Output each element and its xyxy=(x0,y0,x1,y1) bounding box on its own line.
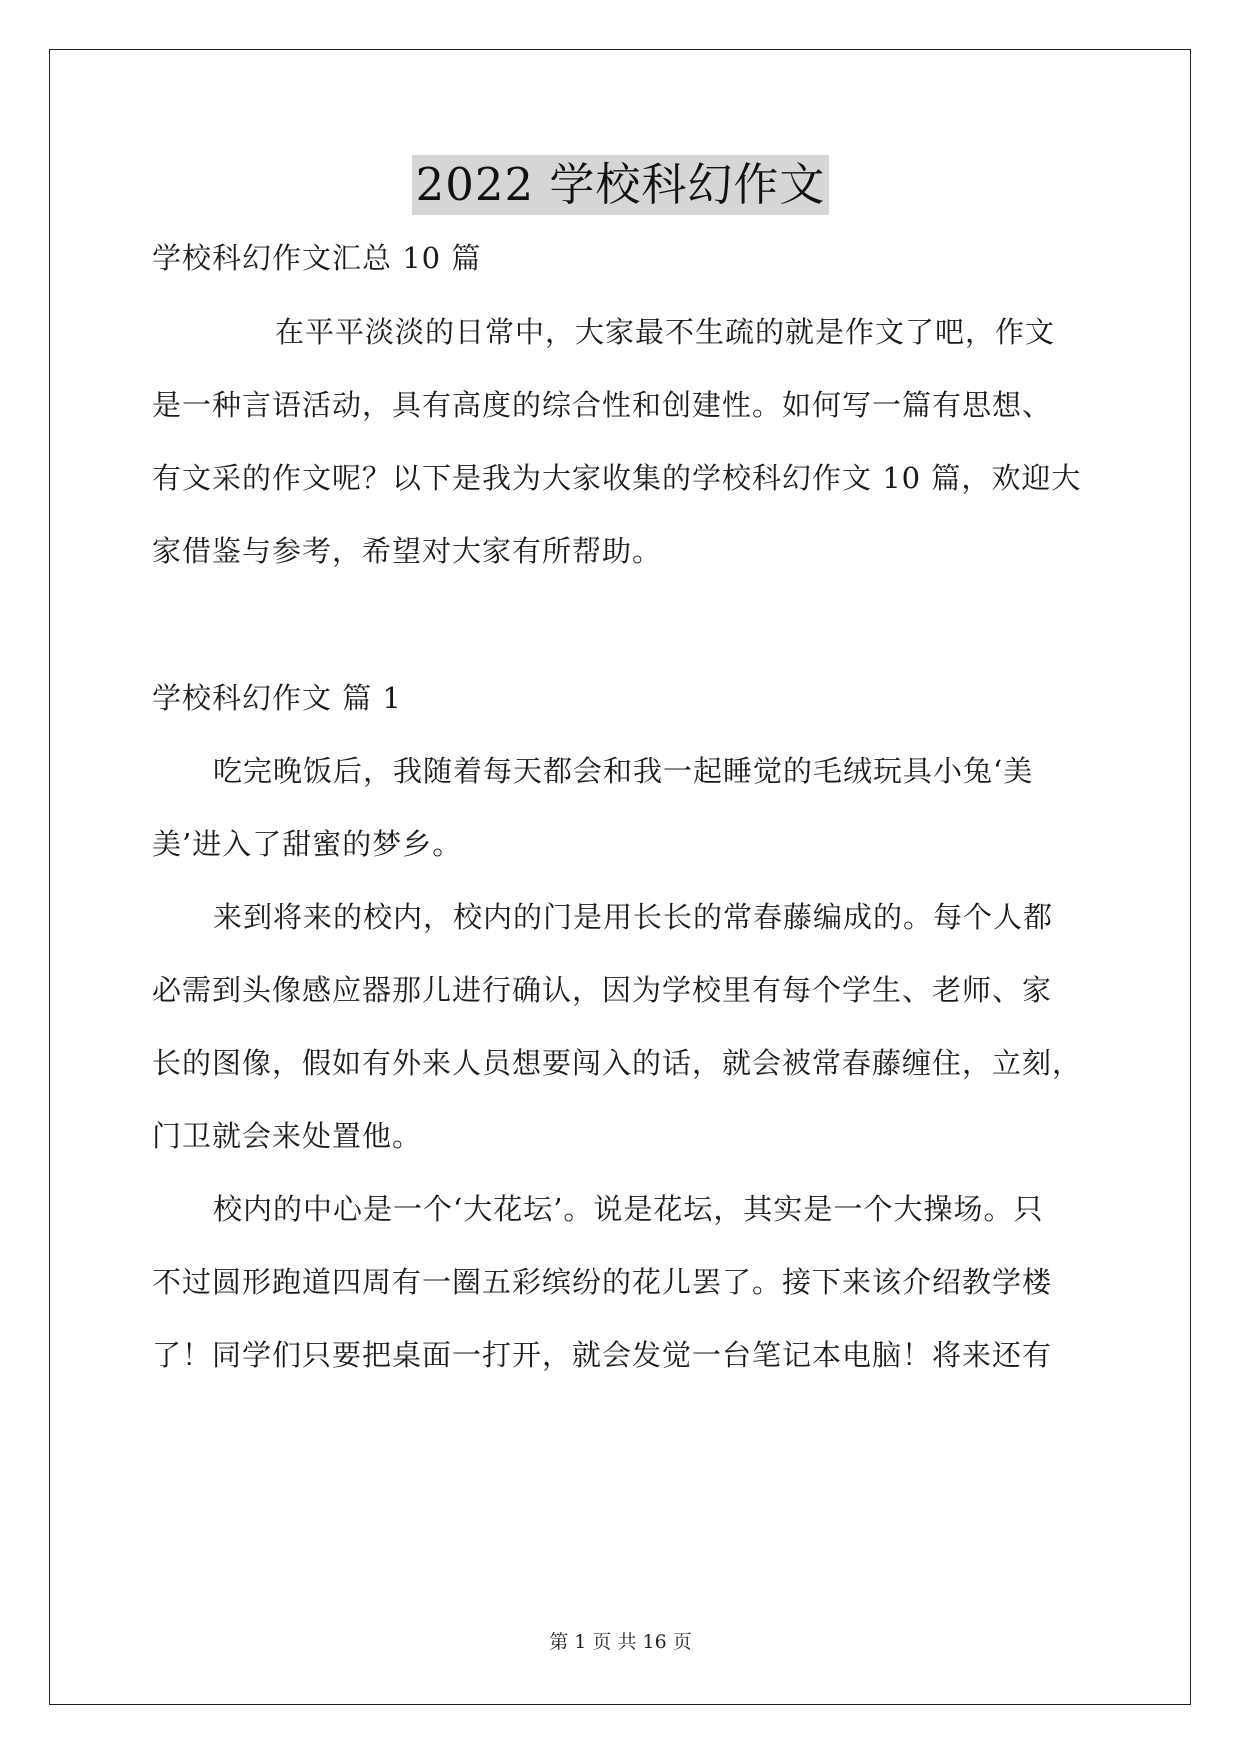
title-container xyxy=(0,155,1241,215)
paragraph-line: 美’进入了甜蜜的梦乡。 xyxy=(152,827,463,861)
paragraph-line: 必需到头像感应器那儿进行确认，因为学校里有每个学生、老师、家 xyxy=(152,973,1053,1007)
page-border xyxy=(49,49,1191,1705)
intro-line-2: 是一种言语活动，具有高度的综合性和创建性。如何写一篇有思想、 xyxy=(152,388,1053,422)
intro-line-3: 有文采的作文呢？以下是我为大家收集的学校科幻作文 10 篇，欢迎大 xyxy=(152,461,1082,495)
intro-line-1: 在平平淡淡的日常中，大家最不生疏的就是作文了吧，作文 xyxy=(275,315,1056,349)
intro-line-4: 家借鉴与参考，希望对大家有所帮助。 xyxy=(152,534,663,568)
document-title: 2022 学校科幻作文 xyxy=(412,155,830,215)
section-heading: 学校科幻作文 篇 1 xyxy=(152,681,402,715)
paragraph-line: 长的图像，假如有外来人员想要闯入的话，就会被常春藤缠住，立刻， xyxy=(152,1046,1083,1080)
paragraph-line: 来到将来的校内，校内的门是用长长的常春藤编成的。每个人都 xyxy=(213,900,1054,934)
paragraph-line: 校内的中心是一个‘大花坛’。说是花坛，其实是一个大操场。只 xyxy=(213,1192,1044,1226)
paragraph-line: 吃完晚饭后，我随着每天都会和我一起睡觉的毛绒玩具小兔‘美 xyxy=(213,754,1034,788)
paragraph-line: 了！同学们只要把桌面一打开，就会发觉一台笔记本电脑！将来还有 xyxy=(152,1338,1053,1372)
document-subtitle: 学校科幻作文汇总 10 篇 xyxy=(152,241,482,275)
paragraph-line: 门卫就会来处置他。 xyxy=(152,1119,423,1153)
page-footer: 第 1 页 共 16 页 xyxy=(549,1631,692,1653)
paragraph-line: 不过圆形跑道四周有一圈五彩缤纷的花儿罢了。接下来该介绍教学楼 xyxy=(152,1265,1053,1299)
